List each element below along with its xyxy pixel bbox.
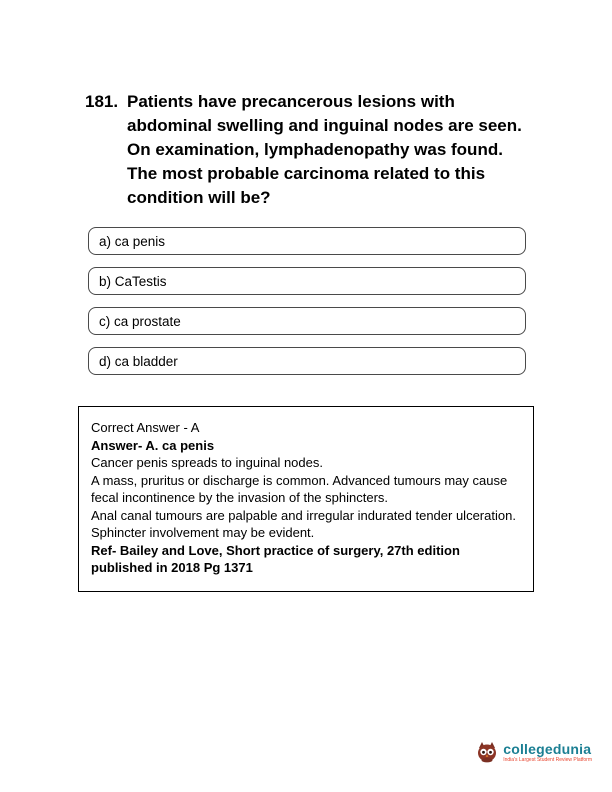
question-number: 181. <box>85 92 119 111</box>
question-text: Patients have precancerous lesions with abdominal swelling and inguinal nodes are seen. On examination, lymphadenopathy was found. The most probable carcinoma related to this condition will be? <box>127 92 522 207</box>
option-b[interactable] <box>88 267 526 295</box>
answer-line: Answer- A. ca penis <box>91 437 215 453</box>
reference-line: Ref- Bailey and Love, Short practice of surgery, 27th edition published in 2018 Pg 1371 <box>91 542 460 575</box>
option-b-label: b) CaTestis <box>99 273 167 289</box>
brand-text <box>503 742 592 763</box>
options-list <box>88 227 526 375</box>
option-d[interactable] <box>88 347 526 375</box>
collegedunia-logo <box>475 740 592 764</box>
brand-name: collegedunia <box>503 740 592 757</box>
option-c[interactable] <box>88 307 526 335</box>
explanation-box <box>78 406 534 592</box>
option-a[interactable] <box>88 227 526 255</box>
question-block <box>85 90 612 210</box>
explanation-line-2: A mass, pruritus or discharge is common. Advanced tumours may cause fecal incontinence by the invasion of the sphincters. <box>91 472 508 505</box>
explanation-line-1: Cancer penis spreads to inguinal nodes. <box>91 455 323 470</box>
option-d-label: d) ca bladder <box>99 353 178 369</box>
option-a-label: a) ca penis <box>99 233 166 249</box>
option-c-label: c) ca prostate <box>99 313 181 329</box>
brand-tagline: India's Largest Student Review Platform <box>503 756 592 763</box>
owl-mascot-icon <box>475 740 499 764</box>
correct-answer-line: Correct Answer - A <box>91 420 200 435</box>
explanation-line-3: Anal canal tumours are palpable and irregular indurated tender ulceration. Sphincter involvement may be evident. <box>91 507 516 540</box>
